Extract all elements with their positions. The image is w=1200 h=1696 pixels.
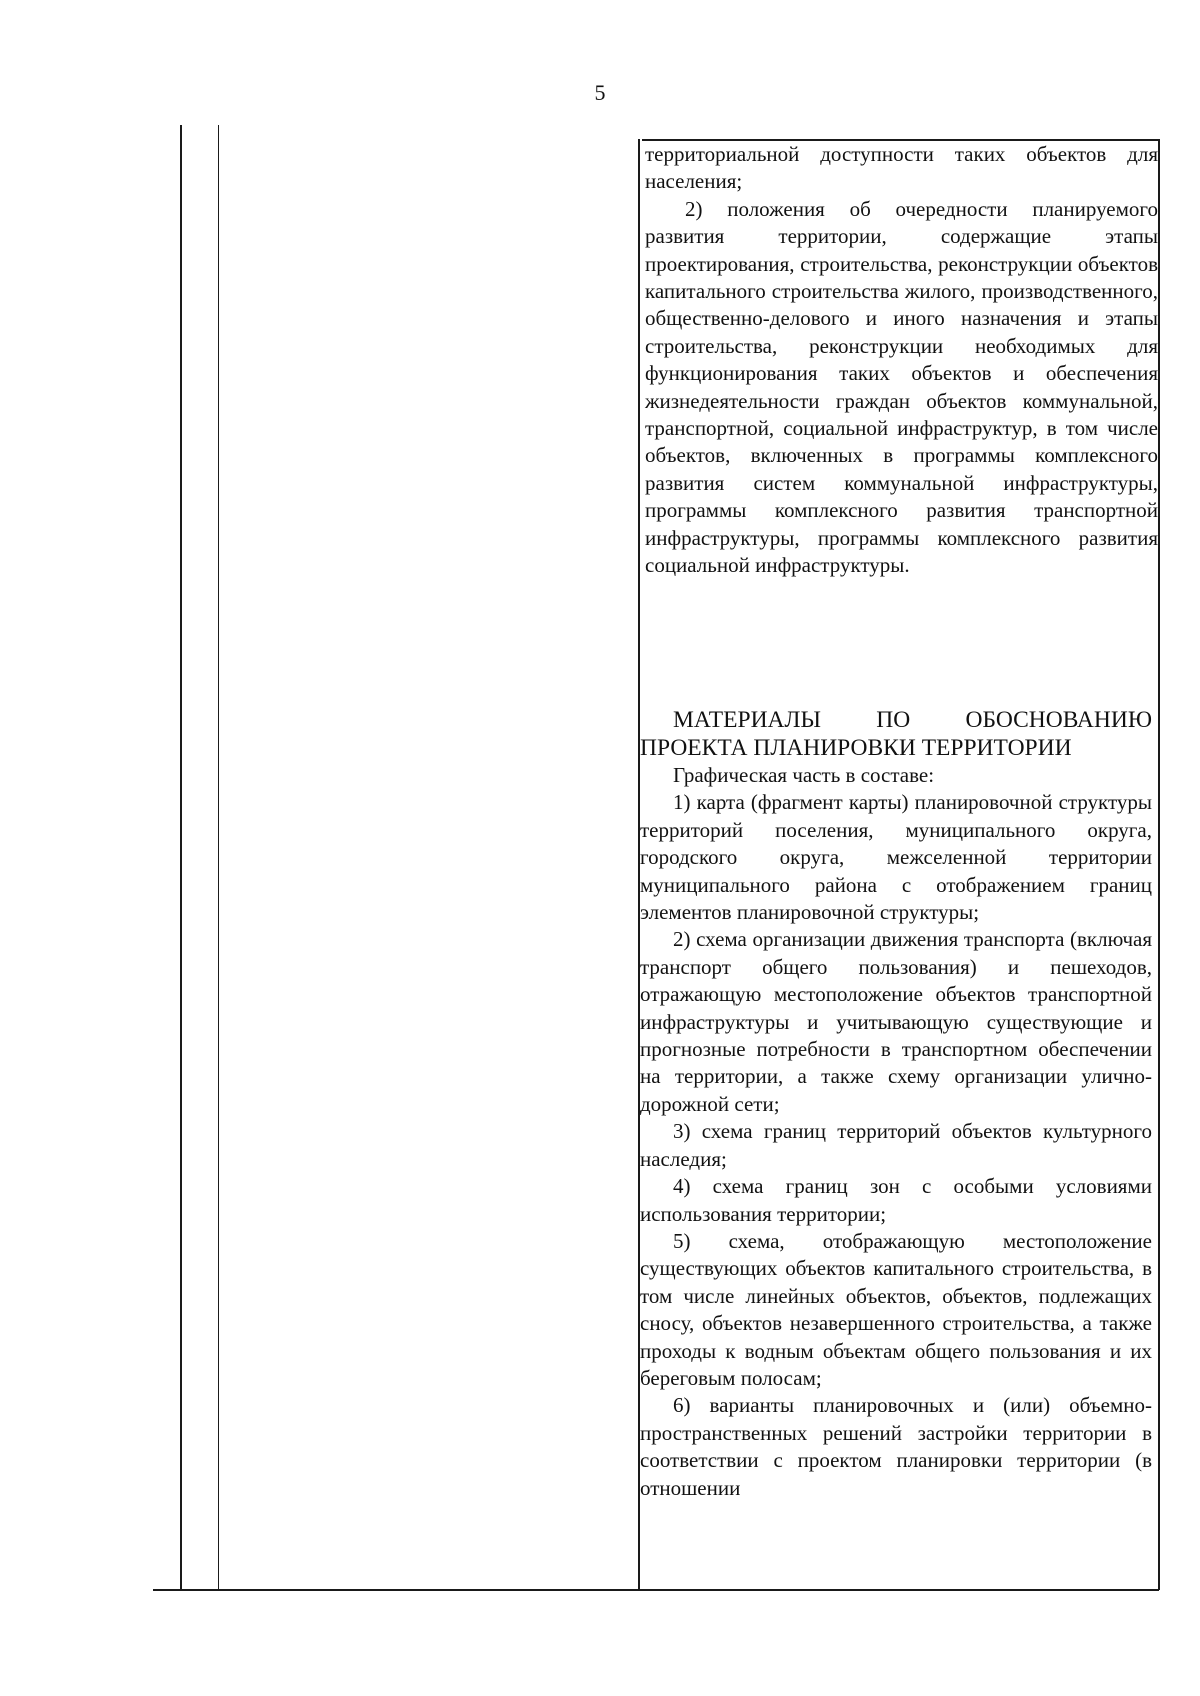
heading-line-1: МАТЕРИАЛЫ ПО ОБОСНОВАНИЮ [673,707,1152,733]
column-divider-1 [218,125,219,1590]
table-right-border [1158,139,1160,1590]
list-item-1: 1) карта (фрагмент карты) планировочной структуры территорий поселения, муниципального округа, городского округа, межселенной территории муниципального района с отображением границ элементов планировочной структуры; [640,790,1152,925]
page-number: 5 [594,80,606,105]
graphic-part-intro: Графическая часть в составе: [673,763,935,787]
table-left-border [180,125,182,1590]
list-item-5: 5) схема, отображающую местоположение существующих объектов капитального строительства, в том числе линейных объектов, объектов, подлежащих сносу, объектов незавершенного строительства, а также проходы к водным объектам общего пользования и их береговым полосам; [640,1228,1152,1390]
content-upper [645,141,1158,580]
content-lower [640,706,1152,1502]
table-bottom-border [153,1589,1159,1591]
section-heading [640,706,1152,762]
heading-line-2: ПРОЕКТА ПЛАНИРОВКИ ТЕРРИТОРИИ [640,735,1072,761]
paragraph-item-2: 2) положения об очередности планируемого развития территории, содержащие этапы проектирования, строительства, реконструкции объектов капитального строительства жилого, производственного, общественно-делового и иного назначения и этапы строительства, реконструкции необходимых для функционирования таких объектов и обеспечения жизнедеятельности граждан объектов коммунальной, транспортной, социальной инфраструктур, в том числе объектов, включенных в программы комплексного развития систем коммунальной инфраструктуры, программы комплексного развития транспортной инфраструктуры, программы комплексного развития социальной инфраструктуры. [645,196,1158,578]
list-item-3: 3) схема границ территорий объектов культурного наследия; [640,1119,1152,1171]
list-item-6: 6) варианты планировочных и (или) объемно-пространственных решений застройки территории в соответствии с проектом планировки территории (в отношении [640,1393,1152,1500]
paragraph-continuation: территориальной доступности таких объектов для населения; [645,142,1158,194]
list-item-4: 4) схема границ зон с особыми условиями использования территории; [640,1174,1152,1226]
list-item-2: 2) схема организации движения транспорта (включая транспорт общего пользования) и пешеходов, отражающую местоположение объектов транспортной инфраструктуры и учитывающую существующие и прогнозные потребности в транспортном обеспечении на территории, а также схему организации улично-дорожной сети; [640,927,1152,1116]
